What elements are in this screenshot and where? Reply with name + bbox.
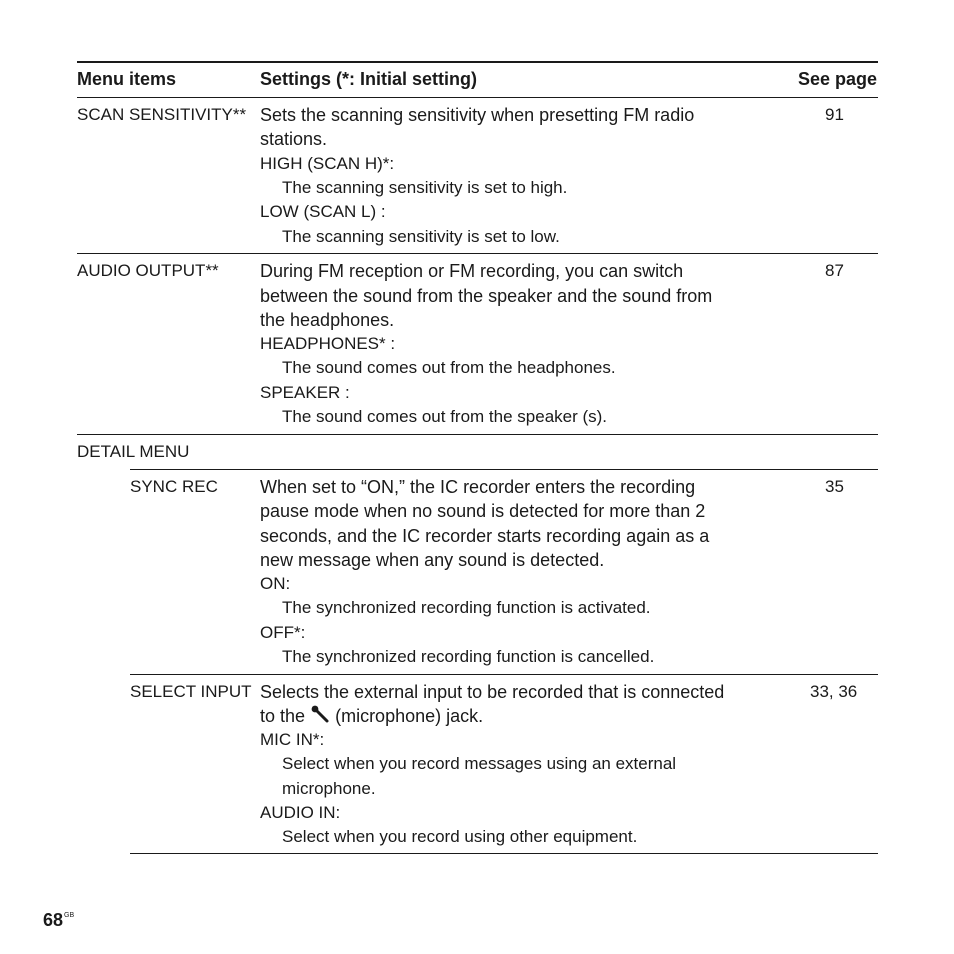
page-reference: 87	[825, 261, 844, 280]
header-rule	[77, 97, 878, 98]
setting-text-with-icon	[260, 704, 483, 731]
option-label: SPEAKER :	[260, 383, 350, 402]
header-see-page: See page	[797, 69, 877, 89]
option-label: HIGH (SCAN H)*:	[260, 154, 395, 173]
top-rule	[77, 61, 878, 63]
setting-text: Selects the external input to be recorded that is connected	[260, 682, 725, 702]
page-reference: 91	[825, 105, 844, 124]
option-label: AUDIO IN:	[260, 803, 341, 822]
setting-text: new message when any sound is detected.	[260, 550, 605, 570]
menu-item-sync-rec: SYNC REC	[130, 477, 218, 496]
microphone-icon	[310, 704, 330, 731]
setting-text: between the sound from the speaker and the sound from	[260, 286, 713, 306]
page-reference: 33, 36	[810, 682, 858, 701]
row-divider-sync	[130, 674, 878, 675]
option-description: The scanning sensitivity is set to high.	[282, 178, 568, 197]
setting-text: During FM reception or FM recording, you can switch	[260, 261, 684, 281]
option-description: The synchronized recording function is activated.	[282, 598, 651, 617]
header-menu-items: Menu items	[77, 69, 177, 89]
setting-text: When set to “ON,” the IC recorder enters the recording	[260, 477, 696, 497]
option-label: LOW (SCAN L) :	[260, 202, 386, 221]
option-label: HEADPHONES* :	[260, 334, 396, 353]
option-label: OFF*:	[260, 623, 306, 642]
option-description: The sound comes out from the headphones.	[282, 358, 616, 377]
row-divider-scan	[77, 253, 878, 254]
row-divider-detail	[130, 469, 878, 470]
option-description: Select when you record messages using an external	[282, 754, 677, 773]
menu-item-scan-sensitivity: SCAN SENSITIVITY**	[77, 105, 247, 124]
setting-text: pause mode when no sound is detected for more than 2	[260, 501, 706, 521]
menu-item-detail-menu: DETAIL MENU	[77, 442, 190, 461]
region-code: GB	[64, 912, 75, 919]
setting-text: Sets the scanning sensitivity when presetting FM radio	[260, 105, 695, 125]
setting-text: the headphones.	[260, 310, 395, 330]
setting-text: to the	[260, 706, 306, 726]
option-description: microphone.	[282, 779, 376, 798]
setting-text: (microphone) jack.	[335, 706, 484, 726]
option-description: The scanning sensitivity is set to low.	[282, 227, 560, 246]
option-description: The synchronized recording function is cancelled.	[282, 647, 655, 666]
option-label: MIC IN*:	[260, 730, 325, 749]
page-number-value: 68	[43, 910, 64, 930]
option-description: The sound comes out from the speaker (s).	[282, 407, 608, 426]
bottom-rule	[130, 853, 878, 854]
page-number	[43, 910, 74, 931]
setting-text: seconds, and the IC recorder starts recording again as a	[260, 526, 710, 546]
option-label: ON:	[260, 574, 291, 593]
page-reference: 35	[825, 477, 844, 496]
header-settings: Settings (*: Initial setting)	[260, 69, 478, 89]
menu-item-select-input: SELECT INPUT	[130, 682, 252, 701]
setting-text: stations.	[260, 129, 328, 149]
row-divider-audio	[77, 434, 878, 435]
menu-item-audio-output: AUDIO OUTPUT**	[77, 261, 219, 280]
option-description: Select when you record using other equipment.	[282, 827, 638, 846]
